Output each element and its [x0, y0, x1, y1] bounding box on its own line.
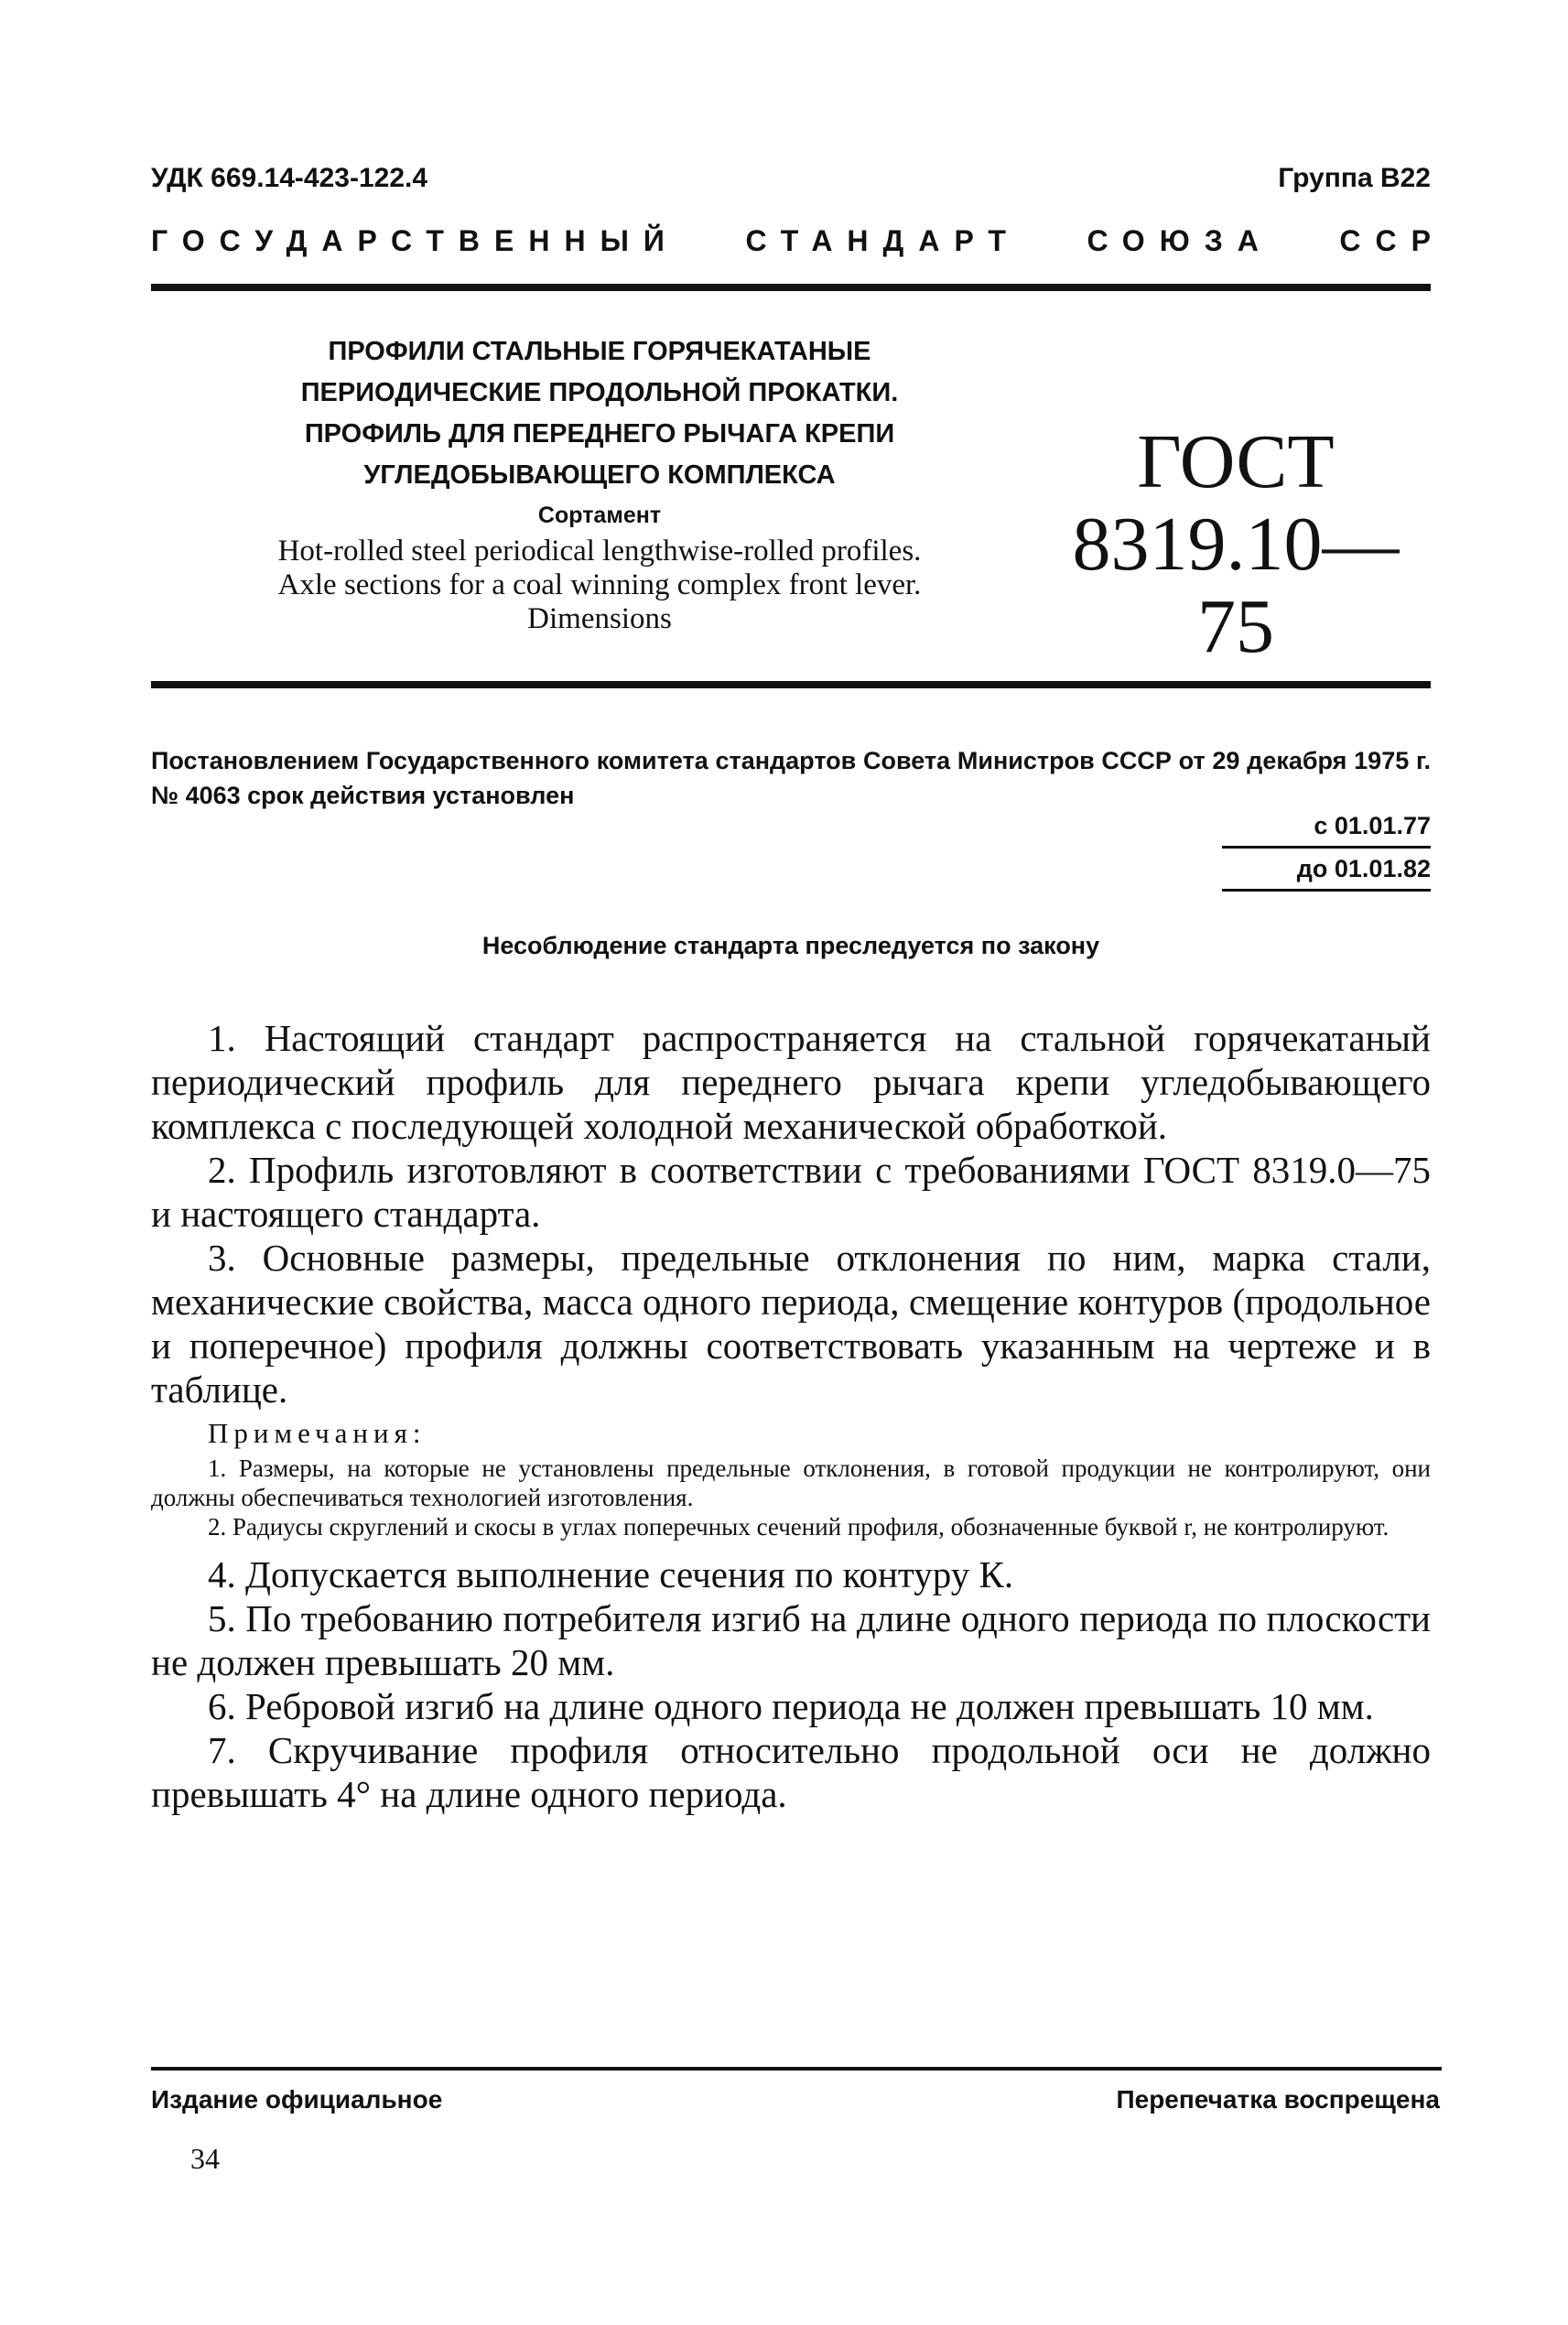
title-ru-line: ПЕРИОДИЧЕСКИЕ ПРОДОЛЬНОЙ ПРОКАТКИ. [300, 378, 899, 407]
decree-text: Постановлением Государственного комитета стандартов Совета Министров СССР от 29 декабря 1975 г. № 4063 срок действия установлен [151, 747, 1431, 809]
paragraph: 6. Ребровой изгиб на длине одного периода не должен превышать 10 мм. [208, 1685, 1374, 1727]
reprint-notice: Перепечатка воспрещена [1116, 2085, 1440, 2114]
title-en-line: Axle sections for a coal winning complex front lever. [277, 568, 922, 601]
paragraph: 3. Основные размеры, предельные отклонения по ним, марка стали, механические свойства, масса одного периода, смещение контуров (продольное и поперечное) профиля должны соответствовать указанным на чертеже и в таблице. [151, 1237, 1431, 1411]
title-en-line: Dimensions [527, 602, 672, 635]
paragraph: 7. Скручивание профиля относительно продольной оси не должно превышать 4° на длине одного периода. [151, 1729, 1431, 1815]
title-ru-line: ПРОФИЛИ СТАЛЬНЫЕ ГОРЯЧЕКАТАНЫЕ [328, 337, 871, 366]
edition-label: Издание официальное [151, 2085, 443, 2114]
heading-word: ССР [1339, 224, 1445, 257]
group-code: Группа В22 [1278, 163, 1431, 193]
gost-label: ГОСТ [1137, 419, 1335, 504]
heading-word: ГОСУДАРСТВЕННЫЙ [151, 224, 679, 257]
header-divider [151, 284, 1431, 291]
heading-word: СОЮЗА [1087, 224, 1273, 257]
legal-warning: Несоблюдение стандарта преследуется по закону [481, 932, 1100, 959]
page-number: 34 [190, 2142, 220, 2175]
title-ru-line: УГЛЕДОБЫВАЮЩЕГО КОМПЛЕКСА [363, 460, 836, 490]
state-standard-heading [151, 224, 1445, 258]
udk-code: УДК 669.14-423-122.4 [151, 163, 428, 193]
paragraph: 2. Профиль изготовляют в соответствии с требованиями ГОСТ 8319.0—75 и настоящего стандарта. [151, 1149, 1431, 1235]
notes-title: Примечания: [208, 1417, 427, 1449]
paragraph: 5. По требованию потребителя изгиб на длине одного периода по плоскости не должен превышать 20 мм. [151, 1597, 1431, 1683]
gost-number: 8319.10—75 [1072, 502, 1400, 669]
valid-from: с 01.01.77 [1222, 806, 1431, 849]
title-ru-line: ПРОФИЛЬ ДЛЯ ПЕРЕДНЕГО РЫЧАГА КРЕПИ [304, 419, 895, 449]
title-divider [151, 681, 1431, 688]
note-item: 2. Радиусы скруглений и скосы в углах поперечных сечений профиля, обозначенные буквой r, не контролируют. [208, 1513, 1390, 1541]
valid-until: до 01.01.82 [1222, 849, 1431, 892]
title-block [160, 331, 1039, 636]
note-item: 1. Размеры, на которые не установлены предельные отклонения, в готовой продукции не контролируют, они должны обеспечиваться технологией изготовления. [151, 1454, 1431, 1511]
title-en-line: Hot-rolled steel periodical lengthwise-rolled profiles. [277, 535, 922, 568]
paragraph: 1. Настоящий стандарт распространяется на стальной горячекатаный периодический профиль для переднего рычага крепи угледобывающего комплекса с последующей холодной механической обработкой. [151, 1017, 1431, 1147]
validity-dates [1222, 806, 1431, 892]
title-subtitle: Сортамент [537, 503, 662, 528]
gost-designation [1062, 421, 1410, 668]
document-body [151, 1016, 1431, 1816]
paragraph: 4. Допускается выполнение сечения по контуру К. [208, 1553, 1014, 1595]
footer-divider [151, 2067, 1442, 2071]
heading-word: СТАНДАРТ [745, 224, 1021, 257]
